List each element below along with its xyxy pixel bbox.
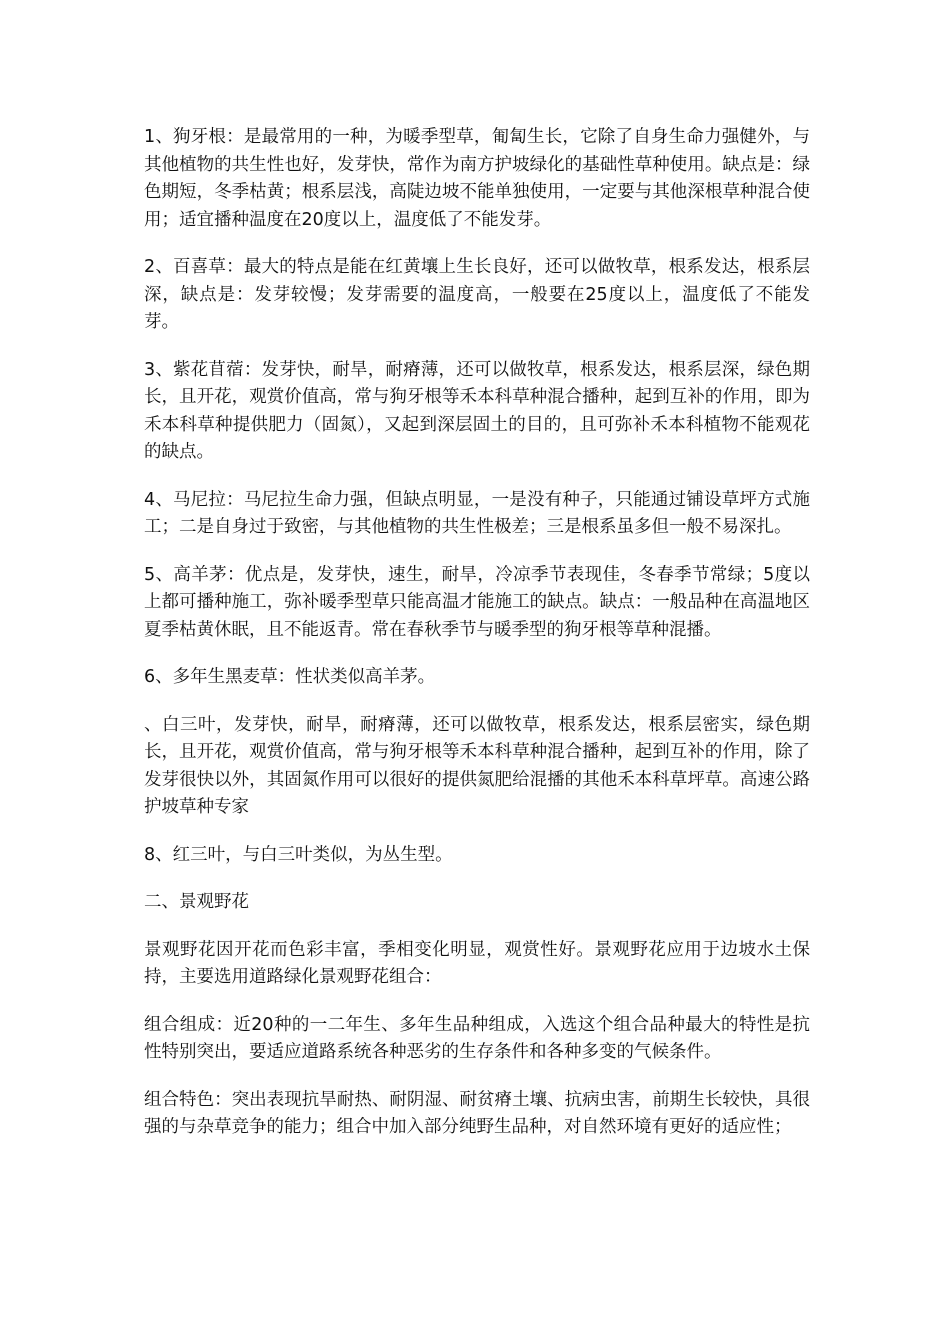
section-heading-wildflowers: 二、景观野花 <box>144 892 249 912</box>
paragraph-wildflower-intro: 景观野花因开花而色彩丰富，季相变化明显，观赏性好。景观野花应用于边坡水土保持，主要选用道路绿化景观野花组合： <box>144 939 810 987</box>
paragraph-alfalfa: 3、紫花苜蓿：发芽快，耐旱，耐瘠薄，还可以做牧草，根系发达，根系层深，绿色期长，且开花，观赏价值高，常与狗牙根等禾本科草种混合播种，起到互补的作用，即为禾本科草种提供肥力（固氮），又起到深层固土的目的，且可弥补禾本科植物不能观花的缺点。 <box>144 359 810 462</box>
paragraph-red-clover: 8、红三叶，与白三叶类似，为丛生型。 <box>144 844 453 865</box>
paragraph-bermuda-grass: 1、狗牙根：是最常用的一种，为暖季型草，匍匐生长，它除了自身生命力强健外，与其他植物的共生性也好，发芽快，常作为南方护坡绿化的基础性草种使用。缺点是：绿色期短，冬季枯黄；根系层浅，高陡边坡不能单独使用，一定要与其他深根草种混合使用；适宜播种温度在20度以上，温度低了不能发芽。 <box>144 127 810 230</box>
paragraph-white-clover: 、白三叶，发芽快，耐旱，耐瘠薄，还可以做牧草，根系发达，根系层密实，绿色期长，且开花，观赏价值高，常与狗牙根等禾本科草种混合播种，起到互补的作用，除了发芽很快以外，其固氮作用可以很好的提供氮肥给混播的其他禾本科草坪草。高速公路护坡草种专家 <box>144 714 810 817</box>
paragraph-mix-composition: 组合组成：近20种的一二年生、多年生品种组成，入选这个组合品种最大的特性是抗性特别突出，要适应道路系统各种恶劣的生存条件和各种多变的气候条件。 <box>144 1014 810 1062</box>
paragraph-bahia-grass: 2、百喜草：最大的特点是能在红黄壤上生长良好，还可以做牧草，根系发达，根系层深，缺点是：发芽较慢；发芽需要的温度高，一般要在25度以上，温度低了不能发芽。 <box>144 257 810 332</box>
paragraph-perennial-ryegrass: 6、多年生黑麦草：性状类似高羊茅。 <box>144 667 436 687</box>
paragraph-tall-fescue: 5、高羊茅：优点是，发芽快，速生，耐旱，冷凉季节表现佳，冬春季节常绿；5度以上都可播种施工，弥补暖季型草只能高温才能施工的缺点。缺点：一般品种在高温地区夏季枯黄休眠，且不能返青。常在春秋季节与暖季型的狗牙根等草种混播。 <box>144 564 810 640</box>
document-page <box>144 124 810 1162</box>
paragraph-mix-features: 组合特色：突出表现抗旱耐热、耐阴湿、耐贫瘠土壤、抗病虫害，前期生长较快，具很强的与杂草竞争的能力；组合中加入部分纯野生品种，对自然环境有更好的适应性； <box>144 1089 810 1137</box>
paragraph-manila-grass: 4、马尼拉：马尼拉生命力强，但缺点明显，一是没有种子，只能通过铺设草坪方式施工；二是自身过于致密，与其他植物的共生性极差；三是根系虽多但一般不易深扎。 <box>144 489 810 537</box>
